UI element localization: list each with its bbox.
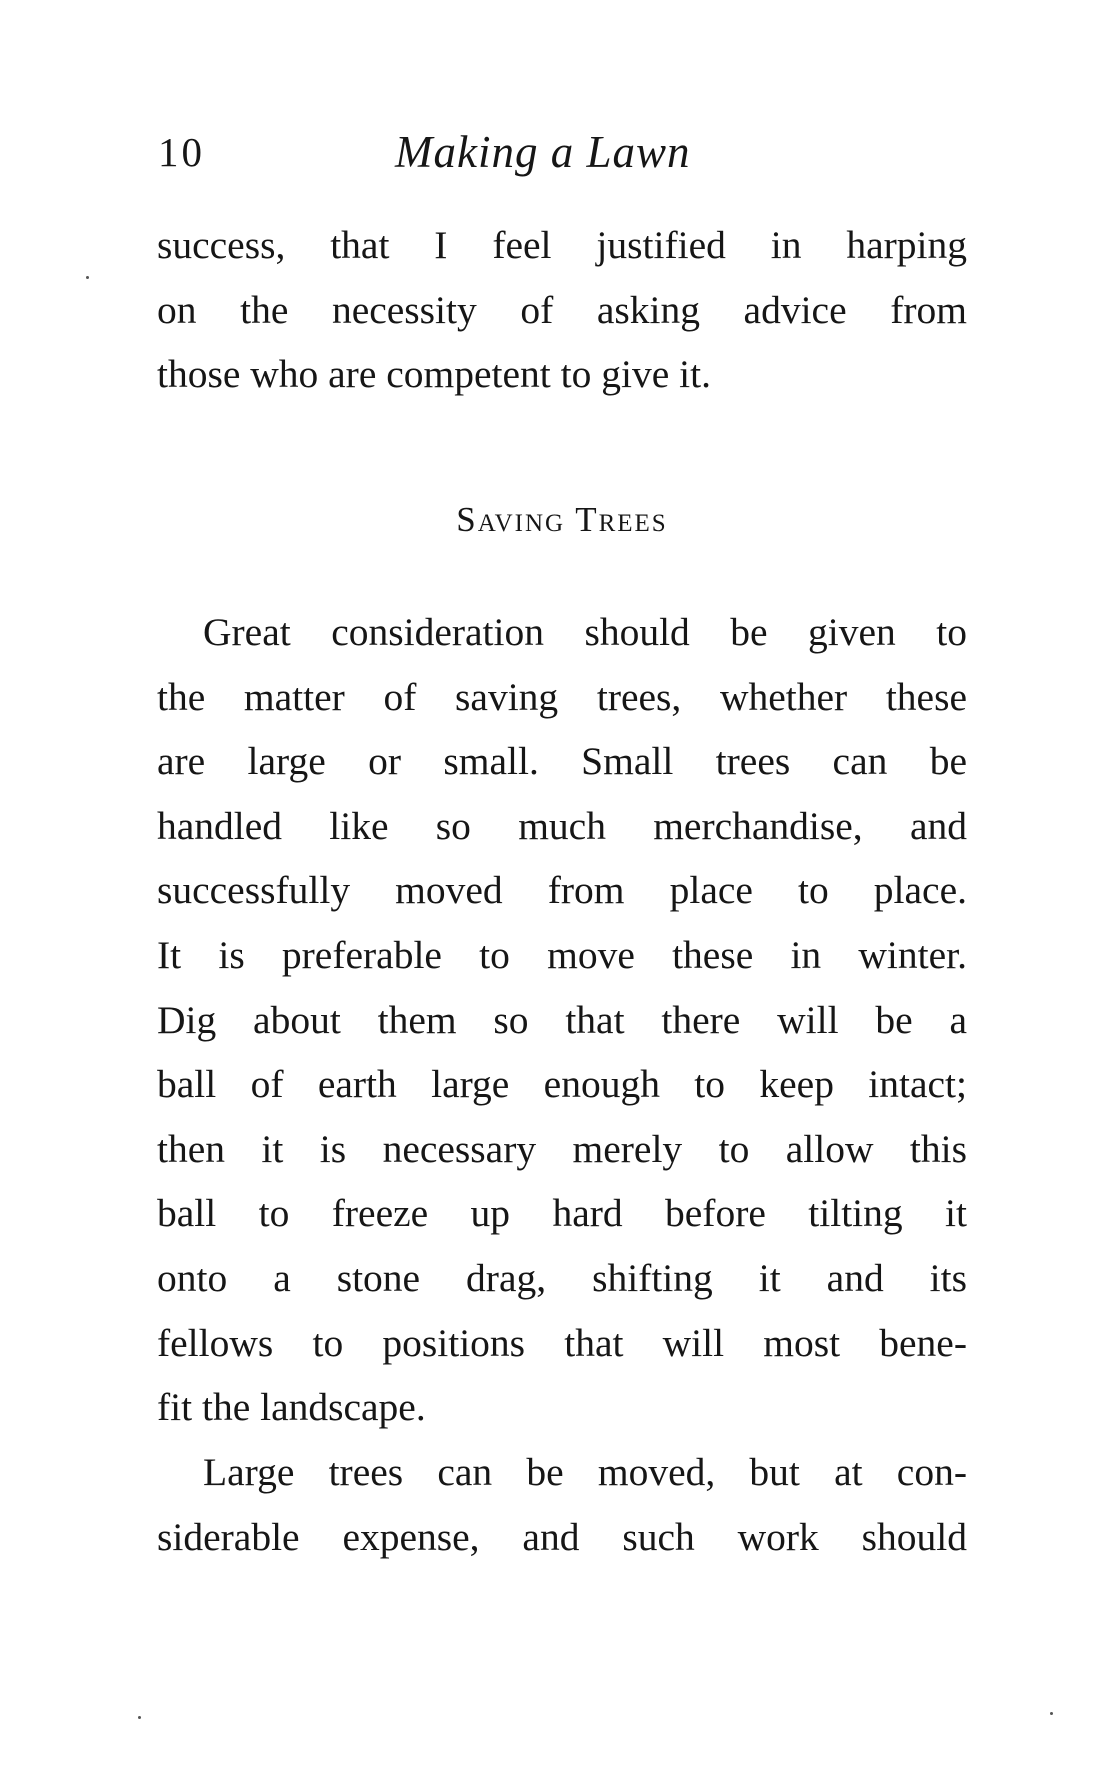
text-line: onto a stone drag, shifting it and its — [157, 1255, 967, 1300]
paragraph-large-trees — [157, 1440, 967, 1569]
paragraph-saving-trees — [157, 600, 967, 1440]
text-line: Great consideration should be given to — [203, 610, 967, 654]
intro-paragraph — [157, 213, 967, 407]
text-line: Large trees can be moved, but at con- — [203, 1450, 967, 1494]
text-line: successfully moved from place to place. — [157, 868, 967, 913]
scan-speck — [86, 276, 89, 279]
text-line: the matter of saving trees, whether these — [157, 674, 967, 719]
section-heading: Saving Trees — [456, 500, 668, 539]
text-line: success, that I feel justified in harping — [157, 223, 967, 267]
text-line: It is preferable to move these in winter. — [157, 932, 967, 977]
page-number: 10 — [158, 129, 205, 175]
text-line: handled like so much merchandise, and — [157, 803, 967, 848]
text-line: ball of earth large enough to keep intact; — [157, 1062, 967, 1107]
text-line: fit the landscape. — [157, 1385, 426, 1430]
scan-speck — [1050, 1712, 1053, 1715]
text-line: Dig about them so that there will be a — [157, 997, 967, 1042]
text-line: ball to freeze up hard before tilting it — [157, 1191, 967, 1236]
running-title: Making a Lawn — [395, 127, 691, 177]
text-line: on the necessity of asking advice from — [157, 287, 967, 332]
scan-speck — [138, 1716, 141, 1719]
running-head — [158, 128, 978, 184]
text-line: are large or small. Small trees can be — [157, 739, 967, 784]
text-line: those who are competent to give it. — [157, 352, 711, 397]
text-line: siderable expense, and such work should — [157, 1514, 967, 1559]
text-line: then it is necessary merely to allow this — [157, 1126, 967, 1171]
text-line: fellows to positions that will most bene- — [157, 1320, 967, 1365]
